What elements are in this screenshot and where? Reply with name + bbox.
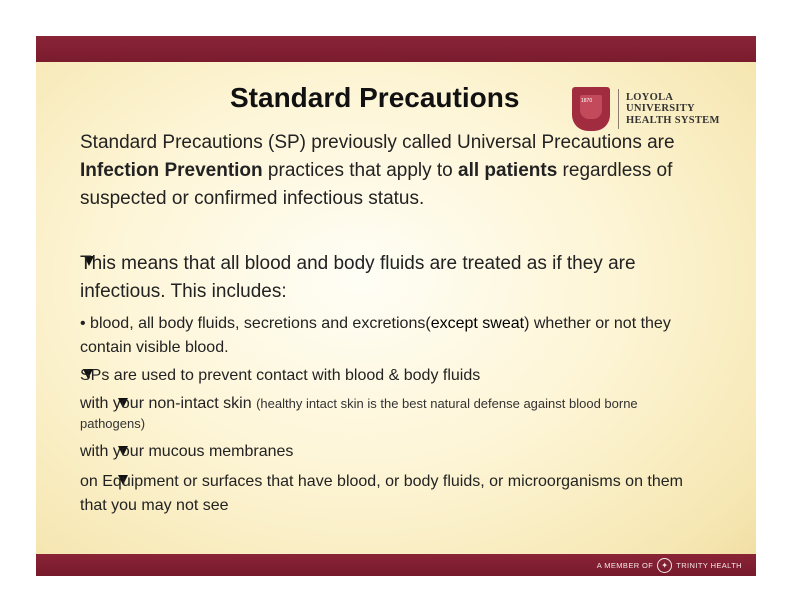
sps-line: SPs are used to prevent contact with blood & body fluids bbox=[80, 367, 481, 384]
loyola-logo bbox=[572, 87, 720, 131]
skin-line: with your non-intact skin (healthy intact skin is the best natural defense against blood borne pathogens) bbox=[80, 395, 638, 431]
loyola-seal-icon bbox=[572, 87, 610, 131]
logo-wordmark: LOYOLA UNIVERSITY HEALTH SYSTEM bbox=[626, 91, 720, 126]
logo-divider bbox=[618, 89, 619, 129]
bottom-bar bbox=[36, 554, 756, 576]
footer-prefix: A MEMBER OF bbox=[596, 561, 654, 570]
intro-paragraph: Standard Precautions (SP) previously called Universal Precautions are Infection Prevention practices that apply to all patients regardless of suspected or confirmed infectious status. bbox=[80, 132, 675, 209]
slide-title: Standard Precautions bbox=[230, 82, 520, 113]
all-patients-emphasis: all patients bbox=[458, 160, 558, 181]
footer-text bbox=[597, 558, 742, 573]
equipment-line: on Equipment or surfaces that have blood, or body fluids, or microorganisms on them that you may not see bbox=[80, 473, 683, 514]
infection-prevention-emphasis: Infection Prevention bbox=[80, 160, 263, 181]
seal-year: 1870 bbox=[581, 98, 593, 104]
skin-note: (healthy intact skin is the best natural defense against blood borne pathogens) bbox=[80, 396, 638, 431]
trinity-health-icon: ✦ bbox=[657, 558, 672, 573]
top-bar bbox=[36, 36, 756, 62]
infectious-paragraph: This means that all blood and body fluids are treated as if they are infectious. This includes: bbox=[80, 253, 636, 302]
membranes-line: with your mucous membranes bbox=[80, 443, 294, 460]
blood-bullet: • blood, all body fluids, secretions and excretions(except sweat) whether or not they contain visible blood. bbox=[80, 315, 671, 356]
footer-org: TRINITY HEALTH bbox=[676, 561, 742, 570]
